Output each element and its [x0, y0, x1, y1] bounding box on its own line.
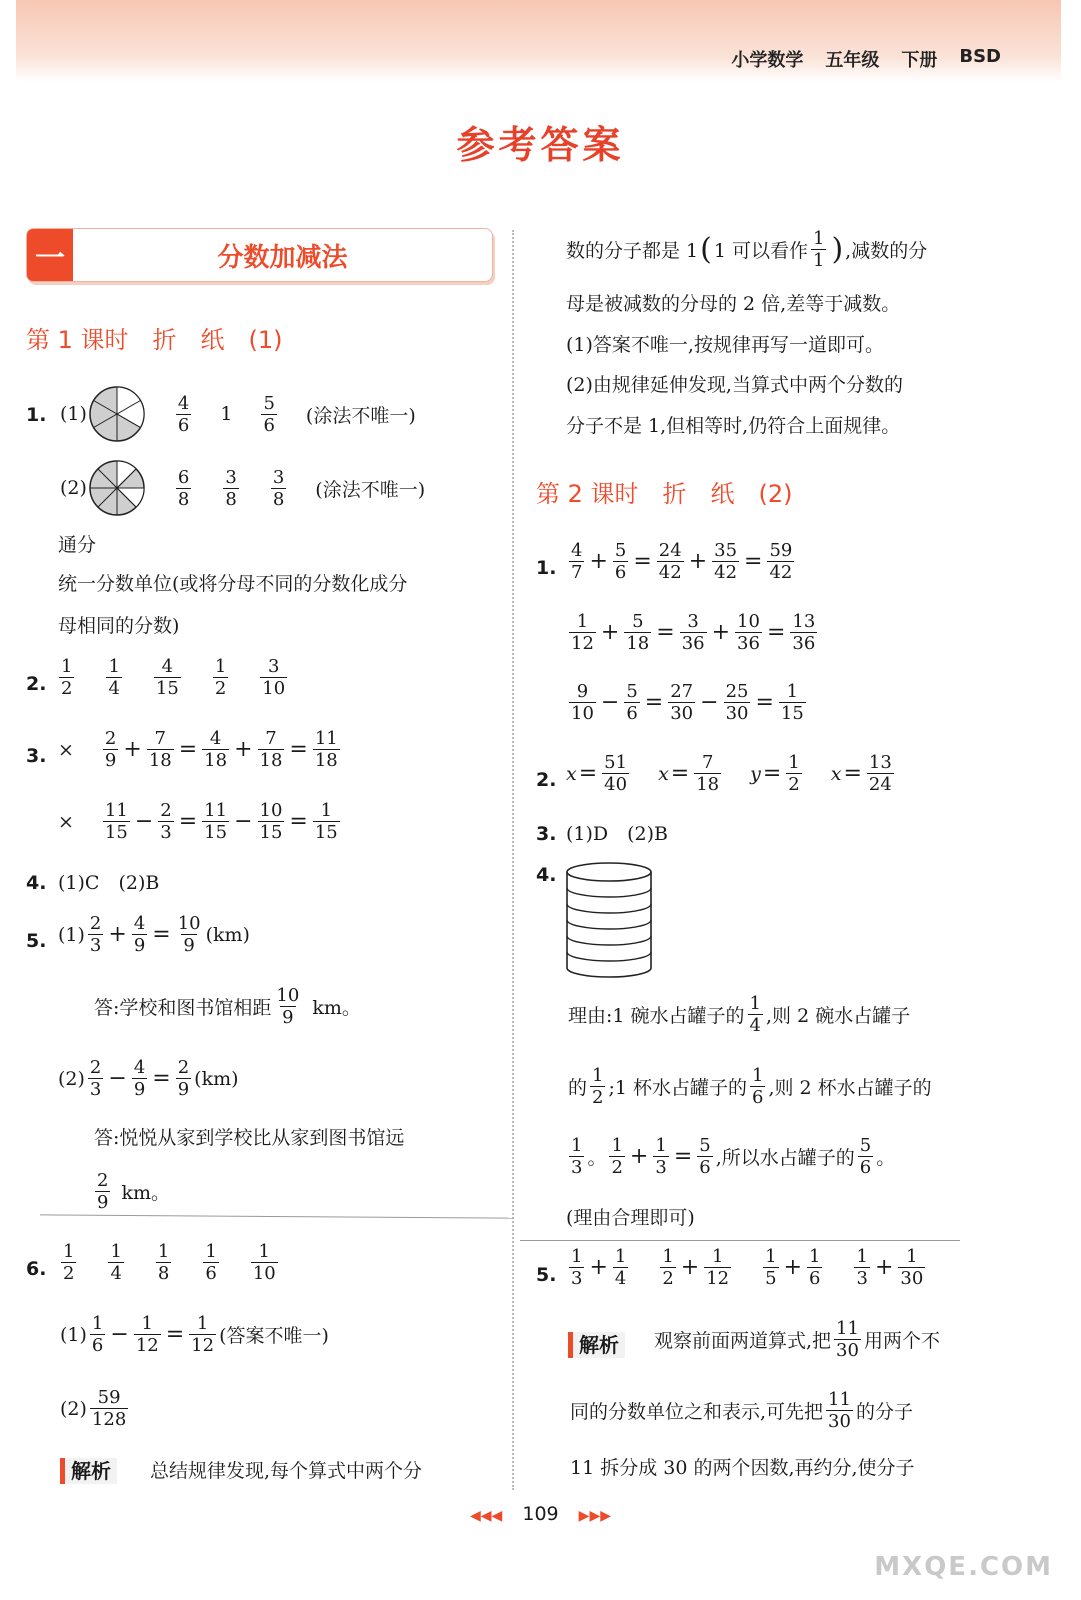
fraction: $\frac{13}{24}$: [868, 752, 892, 795]
fraction: $\frac{1}{2}$: [63, 1241, 75, 1284]
section-rule: [520, 1240, 960, 1241]
fraction: $\frac{1}{4}$: [110, 1241, 122, 1284]
unit-title: 分数加减法: [217, 242, 348, 273]
q5-a1-unit: km。: [312, 997, 361, 1019]
fraction: $\frac{5}{6}$: [263, 392, 275, 436]
q3-label: 3.: [26, 745, 47, 767]
q1-line1: 通分: [58, 534, 97, 556]
r-q4-r3-post: ,所以水占罐子的: [715, 1147, 855, 1169]
fraction: $\frac{1}{3}$: [571, 1246, 583, 1289]
fraction: $\frac{3}{36}$: [681, 611, 705, 654]
q3-eq1: × $\frac{2}{9}$ + $\frac{7}{18}$ = $\frac{4}{18}$ + $\frac{7}{18}$ = $\frac{11}{18}$: [58, 728, 338, 771]
fraction: $\frac{1}{2}$: [611, 1135, 623, 1178]
fraction: $\frac{5}{6}$: [614, 540, 627, 583]
r-q5-a2-post: 的分子: [855, 1401, 913, 1423]
fraction: $\frac{1}{15}$: [314, 800, 338, 843]
fraction: $\frac{1}{2}$: [214, 656, 227, 699]
circle-6-parts-figure: [87, 384, 147, 444]
fraction: $\frac{5}{6}$: [626, 681, 638, 724]
r-q4-r1-pre: 理由:1 碗水占罐子的: [568, 1005, 745, 1027]
r-q5-analysis2: [570, 1389, 913, 1432]
analysis-tag: 解析: [568, 1332, 625, 1358]
q4-answer: (1)C (2)B: [58, 872, 160, 894]
fraction: $\frac{10}{15}$: [259, 800, 283, 843]
q5-label: 5.: [26, 930, 47, 952]
fraction: $\frac{1}{6}$: [205, 1241, 217, 1284]
fraction: $\frac{3}{8}$: [272, 466, 285, 510]
fraction: $\frac{1}{4}$: [108, 656, 120, 699]
q1-p1-note: (涂法不唯一): [305, 404, 416, 427]
variable: y: [750, 762, 761, 785]
r-q4-label: 4.: [536, 864, 557, 886]
fraction: $\frac{1}{12}$: [706, 1246, 730, 1289]
edition-label: BSD: [959, 46, 1001, 67]
fraction: $\frac{35}{42}$: [714, 540, 738, 583]
fraction: $\frac{11}{30}$: [828, 1389, 851, 1432]
r-q4-r2-pre: 的: [568, 1077, 588, 1099]
r-q1-eq1: $\frac{4}{7}$ + $\frac{5}{6}$ = $\frac{24}{42}$ + $\frac{35}{42}$ = $\frac{59}{42}$: [571, 540, 793, 583]
fraction: $\frac{3}{8}$: [225, 466, 237, 510]
fraction: $\frac{1}{2}$: [788, 752, 800, 795]
variable: x: [566, 762, 577, 785]
page-footer: [0, 1503, 1081, 1525]
fraction: $\frac{3}{10}$: [262, 656, 286, 699]
fraction: $\frac{2}{3}$: [89, 1057, 102, 1100]
fraction: $\frac{7}{18}$: [148, 728, 172, 771]
r-q3-label: 3.: [536, 823, 557, 845]
subject-label: 小学数学: [731, 50, 804, 71]
q6-answers: [58, 1241, 281, 1284]
r-q4-r1-post: ,则 2 碗水占罐子: [765, 1005, 911, 1027]
watermark: MXQE.COM: [874, 1552, 1053, 1582]
fraction: $\frac{1}{6}$: [91, 1313, 104, 1356]
fraction: $\frac{1}{2}$: [592, 1065, 604, 1108]
fraction: $\frac{1}{12}$: [135, 1313, 159, 1356]
r-q3-answer: (1)D (2)B: [566, 823, 669, 845]
r-q4-r2-mid: ;1 杯水占罐子的: [608, 1077, 747, 1099]
q5-p1-tag: (1): [58, 923, 85, 946]
r-q5-a1-pre: 观察前面两道算式,把: [654, 1330, 832, 1352]
grade-label: 五年级: [825, 50, 880, 71]
r-q4-reason2: [568, 1065, 932, 1108]
q1-label: 1.: [26, 404, 47, 426]
q1-p1-tag: (1): [60, 403, 87, 425]
fraction: $\frac{1}{3}$: [856, 1246, 868, 1289]
fraction: $\frac{1}{8}$: [157, 1241, 170, 1284]
circle-8-parts-figure: [87, 458, 147, 518]
fraction: $\frac{27}{30}$: [670, 681, 694, 724]
fraction: $\frac{4}{7}$: [571, 540, 583, 583]
fraction: $\frac{4}{18}$: [204, 728, 228, 771]
fraction: $\frac{1}{3}$: [571, 1135, 583, 1178]
fraction: $\frac{2}{9}$: [177, 1057, 190, 1100]
fraction: $\frac{1}{4}$: [749, 993, 761, 1036]
r-q4-reason3: $\frac{1}{3}$ 。 $\frac{1}{2}$ + $\frac{1}{3}$ = $\frac{5}{6}$ ,所以水占罐子的 $\frac{5}{6}$ 。: [571, 1135, 896, 1178]
fraction: $\frac{2}{3}$: [160, 800, 172, 843]
q2-label: 2.: [26, 673, 47, 695]
fraction: $\frac{59}{128}$: [91, 1387, 127, 1430]
q1-p1-mid: 1: [220, 403, 233, 425]
q6-p1-eq: (1) $\frac{1}{6}$ − $\frac{1}{12}$ = $\frac{1}{12}$ (答案不唯一): [60, 1313, 329, 1356]
q1-p2-tag: (2): [60, 477, 87, 499]
r-q4-r3-end: 。: [876, 1147, 896, 1169]
q5-p2-eq: (2) $\frac{2}{3}$ − $\frac{4}{9}$ = $\frac{2}{9}$ (km): [58, 1057, 239, 1100]
fraction: $\frac{5}{6}$: [699, 1135, 711, 1178]
q5-p2-tag: (2): [58, 1067, 85, 1090]
fraction: $\frac{5}{18}$: [626, 611, 650, 654]
q3-eq2: × $\frac{11}{15}$ − $\frac{2}{3}$ = $\frac{11}{15}$ − $\frac{10}{15}$ = $\frac{1}{15}$: [58, 800, 338, 843]
fraction: $\frac{1}{30}$: [900, 1246, 924, 1289]
fraction: $\frac{1}{2}$: [61, 656, 73, 699]
unit-number: 一: [27, 229, 73, 281]
q1-line2: 统一分数单位(或将分母不同的分数化成分: [58, 573, 408, 595]
analysis-text: 总结规律发现,每个算式中两个分: [150, 1460, 423, 1482]
fraction: $\frac{1}{12}$: [191, 1313, 215, 1356]
fraction: $\frac{6}{8}$: [177, 466, 190, 510]
q6-label: 6.: [26, 1258, 47, 1280]
fraction: $\frac{4}{6}$: [177, 392, 190, 436]
r-q4-reason1: [568, 993, 910, 1036]
fraction: $\frac{11}{15}$: [204, 800, 228, 843]
unit-km: (km): [205, 923, 250, 946]
fraction: $\frac{1}{5}$: [765, 1246, 777, 1289]
r-q5-label: 5.: [536, 1264, 557, 1286]
unit-km: (km): [194, 1067, 239, 1090]
q4-label: 4.: [26, 872, 47, 894]
fraction: $\frac{1}{15}$: [780, 681, 804, 724]
q6-p2-tag: (2): [60, 1397, 87, 1420]
unit-banner: [26, 228, 493, 282]
lesson-2-title: 第 2 课时 折 纸 (2): [536, 480, 793, 508]
q6-p1-note: (答案不唯一): [219, 1325, 329, 1347]
lesson-1-title: 第 1 课时 折 纸 (1): [26, 326, 283, 354]
fraction: $\frac{24}{42}$: [658, 540, 682, 583]
r-q5-analysis1: [654, 1318, 940, 1361]
fraction: $\frac{51}{40}$: [604, 752, 628, 795]
book-header: [731, 46, 1001, 72]
fraction: $\frac{1}{6}$: [752, 1065, 764, 1108]
q5-a2-unit: km。: [121, 1182, 170, 1204]
q2-answers: [56, 656, 290, 699]
cont-line2: 母是被减数的分母的 2 倍,差等于减数。: [566, 293, 901, 315]
fraction: $\frac{2}{3}$: [89, 913, 102, 956]
fraction: $\frac{7}{18}$: [259, 728, 283, 771]
page-number: 109: [522, 1503, 559, 1525]
fraction: $\frac{1}{4}$: [614, 1246, 627, 1289]
fraction: $\frac{2}{9}$: [104, 728, 117, 771]
q1-line3: 母相同的分数): [58, 615, 180, 637]
r-q5-pairs: $\frac{1}{3}$ + $\frac{1}{4}$ $\frac{1}{2}$ + $\frac{1}{12}$ $\frac{1}{5}$ + $\frac{1}{6}$ $\frac{1}{3}$ + $\frac{1}{30}$: [571, 1246, 924, 1289]
r-q2-answers: x = $\frac{51}{40}$ x = $\frac{7}{18}$ y = $\frac{1}{2}$ x = $\frac{13}{24}$: [566, 752, 892, 795]
r-q5-a2-pre: 同的分数单位之和表示,可先把: [570, 1401, 824, 1423]
cont-line3: (1)答案不唯一,按规律再写一道即可。: [566, 334, 884, 356]
fraction: $\frac{1}{2}$: [662, 1246, 674, 1289]
variable: x: [658, 762, 669, 785]
fraction: $\frac{1}{10}$: [252, 1241, 276, 1284]
variable: x: [830, 762, 842, 785]
r-q1-eq2: $\frac{1}{12}$ + $\frac{5}{18}$ = $\frac{3}{36}$ + $\frac{10}{36}$ = $\frac{13}{36}$: [571, 611, 816, 654]
wrong-mark: ×: [58, 810, 74, 833]
r-q5-analysis3: 11 拆分成 30 的两个因数,再约分,使分子: [570, 1457, 915, 1479]
cont-line4: (2)由规律延伸发现,当算式中两个分数的: [566, 374, 903, 396]
fraction: $\frac{25}{30}$: [725, 681, 749, 724]
section-rule: [40, 1214, 514, 1218]
cont-line1: 数的分子都是 1 ( 1 可以看作 $\frac{1}{1}$ ) ,减数的分: [566, 228, 928, 271]
column-divider: [512, 230, 514, 1490]
jar-figure: [564, 860, 654, 980]
r-q1-label: 1.: [536, 557, 557, 579]
fraction: $\frac{1}{6}$: [809, 1246, 821, 1289]
fraction: $\frac{1}{12}$: [571, 611, 594, 654]
fraction: $\frac{10}{9}$: [276, 985, 300, 1028]
q1-part2: [60, 458, 425, 518]
r-q4-reason4: (理由合理即可): [566, 1207, 695, 1229]
r-q2-label: 2.: [536, 769, 557, 791]
fraction: $\frac{10}{9}$: [177, 913, 201, 956]
fraction: $\frac{9}{10}$: [571, 681, 594, 724]
q1-part1: [60, 384, 416, 444]
cont-l1-mid: 1 可以看作: [713, 240, 808, 262]
fraction: $\frac{2}{9}$: [97, 1170, 109, 1213]
fraction: $\frac{4}{9}$: [133, 913, 146, 956]
fraction: $\frac{7}{18}$: [696, 752, 720, 795]
wrong-mark: ×: [58, 738, 74, 761]
q6-p2: [60, 1387, 131, 1430]
fraction: $\frac{5}{6}$: [859, 1135, 872, 1178]
volume-label: 下册: [901, 50, 938, 71]
fraction: $\frac{11}{30}$: [836, 1318, 859, 1361]
fraction: $\frac{11}{18}$: [314, 728, 338, 771]
fraction: $\frac{1}{1}$: [813, 228, 825, 271]
right-arrows-icon: ▶▶▶: [578, 1508, 611, 1524]
q5-answer1: [94, 985, 361, 1028]
q5-a1-text: 答:学校和图书馆相距: [94, 997, 272, 1019]
page-title: 参考答案: [456, 123, 625, 167]
q5-answer2: 答:悦悦从家到学校比从家到图书馆远: [94, 1127, 405, 1149]
fraction: $\frac{4}{9}$: [133, 1057, 146, 1100]
fraction: $\frac{11}{15}$: [104, 800, 128, 843]
q1-p2-note: (涂法不唯一): [315, 478, 426, 501]
fraction: $\frac{59}{42}$: [769, 540, 793, 583]
q5-p1-eq: (1) $\frac{2}{3}$ + $\frac{4}{9}$ = $\frac{10}{9}$ (km): [58, 913, 250, 956]
fraction: $\frac{4}{15}$: [155, 656, 179, 699]
fraction: $\frac{10}{36}$: [737, 611, 760, 654]
fraction: $\frac{1}{3}$: [655, 1135, 667, 1178]
q5-answer2-value: [92, 1170, 170, 1213]
analysis-tag: 解析: [60, 1458, 117, 1484]
cont-line5: 分子不是 1,但相等时,仍符合上面规律。: [566, 415, 901, 437]
r-q4-r3-sep: 。: [587, 1147, 607, 1169]
cont-l1-pre: 数的分子都是 1: [566, 240, 699, 262]
cont-l1-post: ,减数的分: [845, 240, 928, 262]
q6-p1-tag: (1): [60, 1323, 87, 1346]
r-q4-r2-post: ,则 2 杯水占罐子的: [768, 1077, 932, 1099]
left-arrows-icon: ◀◀◀: [470, 1508, 503, 1524]
r-q5-a1-post: 用两个不: [863, 1330, 940, 1352]
fraction: $\frac{13}{36}$: [792, 611, 816, 654]
r-q1-eq3: $\frac{9}{10}$ − $\frac{5}{6}$ = $\frac{27}{30}$ − $\frac{25}{30}$ = $\frac{1}{15}$: [571, 681, 804, 724]
